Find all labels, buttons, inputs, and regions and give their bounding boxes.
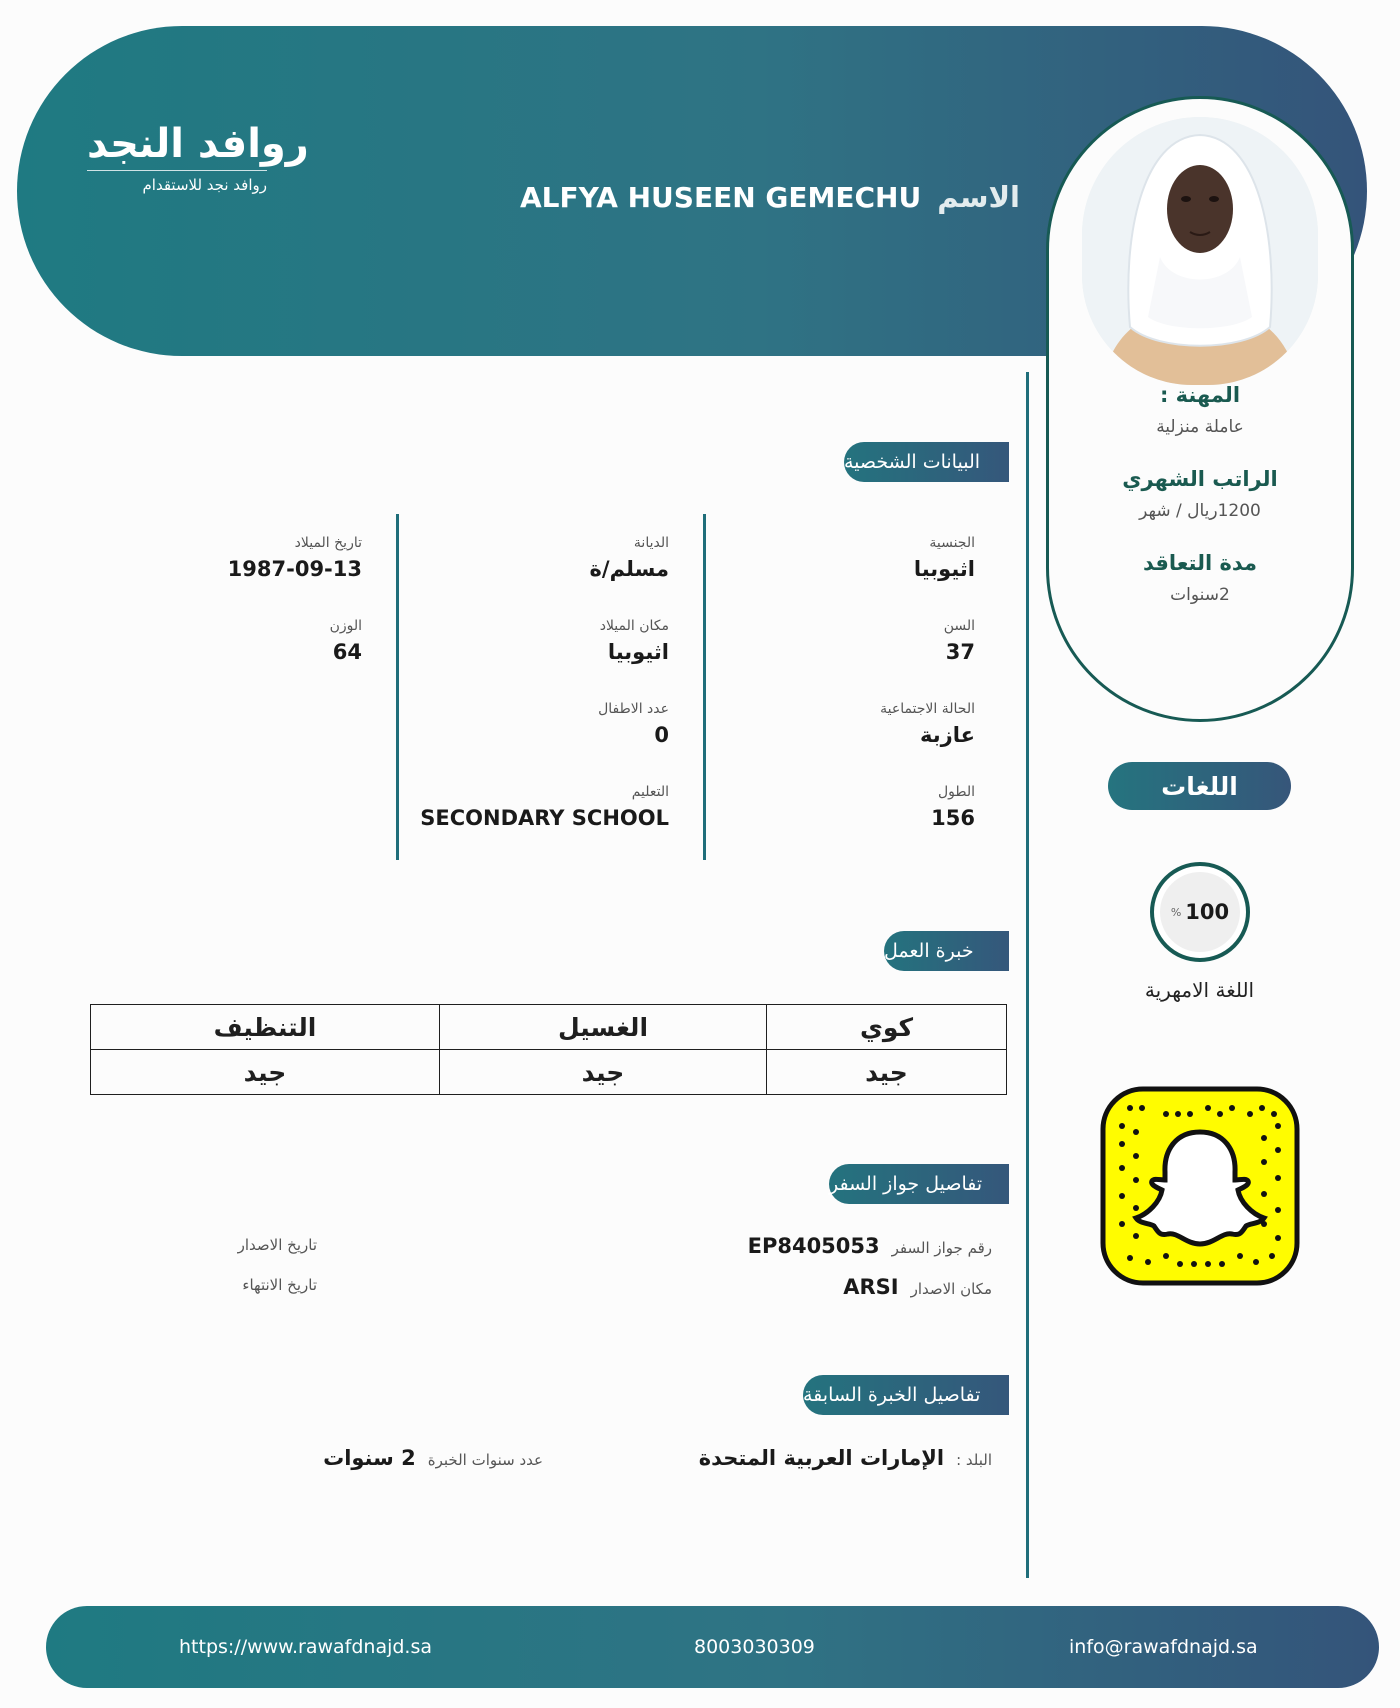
field-education — [409, 784, 669, 830]
prior-years-label: عدد سنوات الخبرة — [427, 1451, 543, 1469]
section-personal-data: البيانات الشخصية — [844, 442, 1009, 482]
skills-level-row — [91, 1050, 1007, 1095]
skill-ironing: كوي — [767, 1005, 1007, 1050]
prior-country-row — [699, 1446, 992, 1470]
nationality-label: الجنسية — [929, 535, 975, 551]
passport-number-row — [748, 1234, 992, 1258]
field-age — [755, 618, 975, 664]
candidate-name-row — [520, 180, 1020, 214]
height-label: الطول — [937, 784, 975, 800]
level-ironing: جيد — [767, 1050, 1007, 1095]
footer-email[interactable]: info@rawafdnajd.sa — [1069, 1636, 1258, 1658]
field-weight — [142, 618, 362, 664]
religion-label: الديانة — [633, 535, 669, 551]
section-passport: تفاصيل جواز السفر — [829, 1164, 1009, 1204]
birthplace-value: اثيوبيا — [607, 640, 669, 664]
languages-heading: اللغات — [1108, 762, 1291, 810]
height-value: 156 — [931, 806, 975, 830]
language-percent: 100 — [1185, 900, 1230, 924]
salary-value: 1200ريال / شهر — [1139, 501, 1261, 521]
vertical-divider — [1026, 372, 1029, 1578]
footer-phone[interactable]: 8003030309 — [694, 1636, 815, 1658]
salary-block — [1049, 467, 1351, 521]
name-label: الاسم — [937, 180, 1020, 214]
contract-label: مدة التعاقد — [1142, 551, 1258, 575]
column-divider-right — [703, 514, 706, 860]
language-name: اللغة الامهرية — [1144, 978, 1255, 1002]
field-height — [755, 784, 975, 830]
logo-mark: روافد النجد — [87, 121, 309, 167]
field-children — [449, 701, 669, 747]
field-birthdate — [142, 535, 362, 581]
profession-label: المهنة : — [1159, 383, 1241, 407]
issue-date-label: تاريخ الاصدار — [237, 1236, 317, 1254]
field-marital-status — [755, 701, 975, 747]
snapcode-qr[interactable] — [1100, 1086, 1300, 1286]
profile-card — [1046, 96, 1354, 722]
language-proficiency-value — [1160, 872, 1240, 952]
passport-number-label: رقم جواز السفر — [891, 1239, 992, 1257]
field-birthplace — [449, 618, 669, 664]
age-value: 37 — [945, 640, 975, 664]
issue-place-row — [843, 1275, 992, 1299]
skill-cleaning: التنظيف — [91, 1005, 440, 1050]
age-label: السن — [943, 618, 975, 634]
level-cleaning: جيد — [91, 1050, 440, 1095]
religion-value: مسلم/ة — [589, 557, 669, 581]
percent-sign: % — [1170, 905, 1182, 919]
skill-washing: الغسيل — [440, 1005, 767, 1050]
education-value: SECONDARY SCHOOL — [420, 806, 669, 830]
field-nationality — [755, 535, 975, 581]
issue-place-label: مكان الاصدار — [910, 1280, 992, 1298]
prior-country-value: الإمارات العربية المتحدة — [698, 1446, 945, 1470]
logo-subtitle: روافد نجد للاستقدام — [142, 176, 267, 194]
weight-label: الوزن — [329, 618, 362, 634]
birthplace-label: مكان الميلاد — [599, 618, 669, 634]
skills-table — [90, 1004, 1007, 1095]
marital-value: عازبة — [920, 723, 975, 747]
prior-years-row — [323, 1446, 543, 1470]
profession-value: عاملة منزلية — [1156, 417, 1244, 437]
marital-label: الحالة الاجتماعية — [880, 701, 975, 717]
company-logo — [87, 121, 309, 194]
passport-number-value: EP8405053 — [747, 1234, 880, 1258]
weight-value: 64 — [332, 640, 362, 664]
language-proficiency-ring — [1150, 862, 1250, 962]
children-value: 0 — [654, 723, 669, 747]
salary-label: الراتب الشهري — [1122, 467, 1278, 491]
candidate-photo — [1082, 117, 1318, 385]
section-prior-experience: تفاصيل الخبرة السابقة — [803, 1375, 1009, 1415]
field-religion — [449, 535, 669, 581]
expiry-date-label: تاريخ الانتهاء — [242, 1276, 317, 1294]
birthdate-label: تاريخ الميلاد — [294, 535, 362, 551]
contract-value: 2سنوات — [1170, 585, 1230, 605]
profession-block — [1049, 383, 1351, 437]
children-label: عدد الاطفال — [598, 701, 669, 717]
snapchat-ghost-icon — [1100, 1086, 1300, 1286]
expiry-date-row — [242, 1276, 317, 1294]
column-divider-left — [396, 514, 399, 860]
prior-years-value: 2 سنوات — [323, 1446, 416, 1470]
candidate-name: ALFYA HUSEEN GEMECHU — [519, 180, 922, 214]
birthdate-value: 1987-09-13 — [227, 557, 362, 581]
skills-header-row — [91, 1005, 1007, 1050]
prior-country-label: البلد : — [956, 1451, 992, 1469]
footer-website[interactable]: https://www.rawafdnajd.sa — [179, 1636, 433, 1658]
issue-place-value: ARSI — [843, 1275, 899, 1299]
logo-rule — [87, 170, 267, 171]
contract-block — [1049, 551, 1351, 605]
section-work-experience: خبرة العمل — [884, 931, 1009, 971]
issue-date-row — [238, 1236, 317, 1254]
nationality-value: اثيوبيا — [913, 557, 975, 581]
level-washing: جيد — [440, 1050, 767, 1095]
footer-bar — [46, 1606, 1379, 1688]
education-label: التعليم — [631, 784, 669, 800]
